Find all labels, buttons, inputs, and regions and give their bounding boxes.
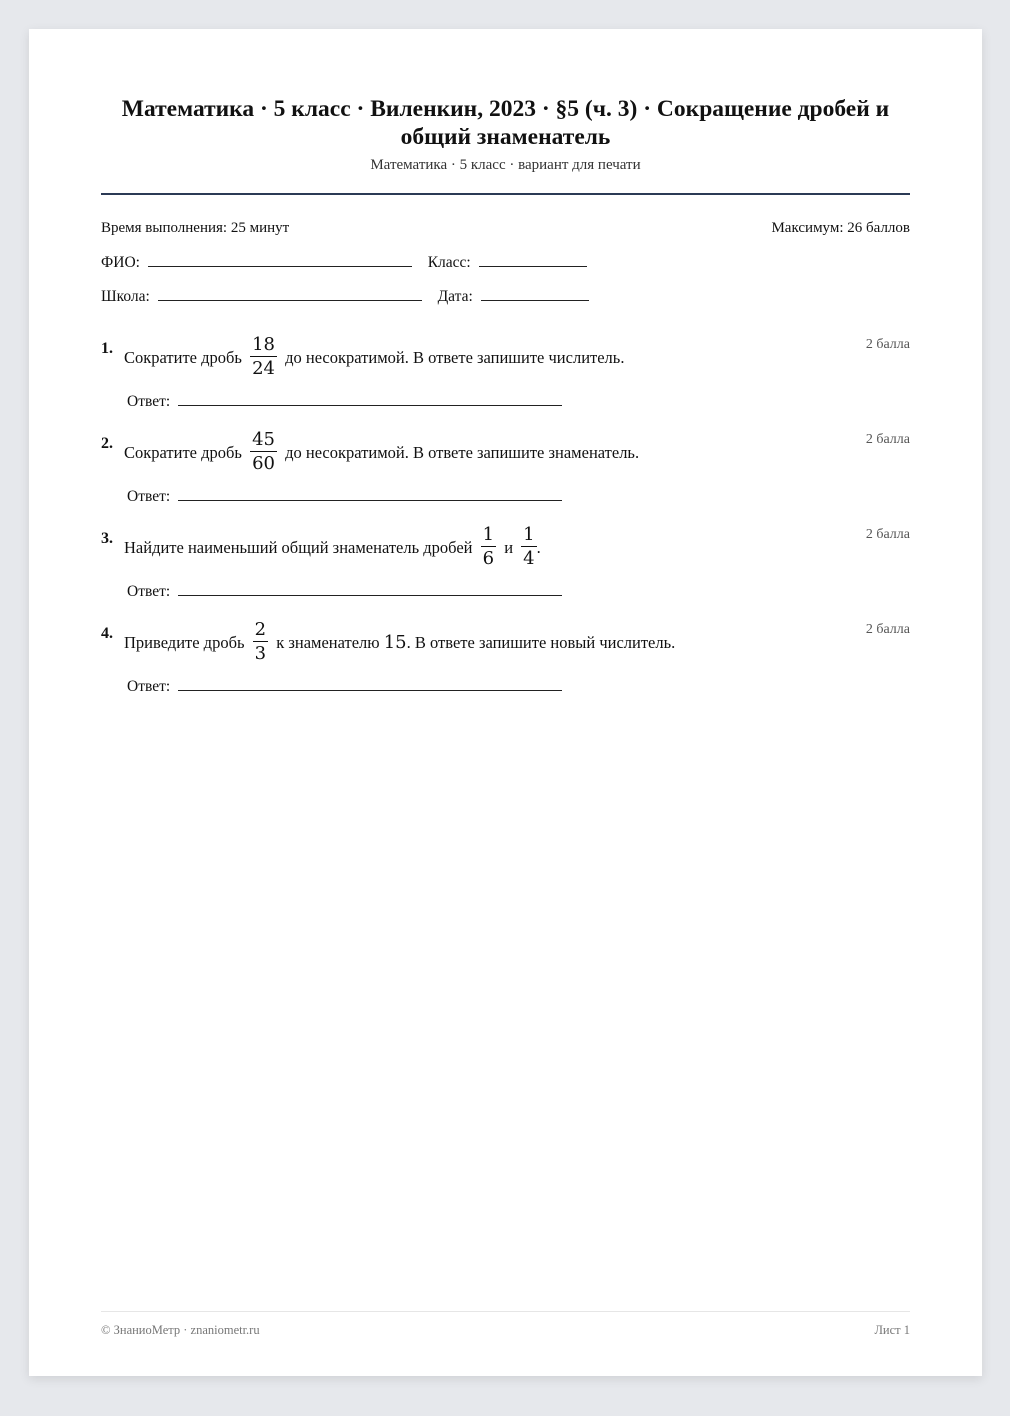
- school-field[interactable]: [158, 286, 422, 301]
- task-statement: [124, 425, 639, 481]
- task-points: 2 балла: [865, 337, 910, 352]
- fraction-denominator: 3: [254, 642, 267, 664]
- task-text-before: Приведите дробь: [124, 633, 245, 652]
- fraction-numerator: 2: [254, 618, 267, 640]
- page-number: Лист 1: [874, 1323, 910, 1337]
- answer-label: Ответ:: [127, 488, 171, 505]
- fraction: [521, 524, 536, 571]
- page-subtitle: Математика · 5 класс · вариант для печати: [370, 157, 641, 173]
- task-number: 4.: [101, 625, 113, 642]
- task-text-after: . В ответе запишите новый числитель.: [406, 633, 676, 652]
- task-points: 2 балла: [865, 432, 910, 447]
- task-statement: [124, 615, 675, 671]
- time-limit: Время выполнения: 25 минут: [101, 220, 290, 236]
- fio-field[interactable]: [148, 252, 412, 267]
- task-number: 3.: [101, 530, 113, 547]
- answer-row: [127, 581, 562, 601]
- task-4: [101, 615, 910, 705]
- date-label: Дата:: [437, 288, 473, 305]
- answer-field[interactable]: [178, 581, 562, 596]
- fraction-denominator: 60: [252, 452, 275, 474]
- task-number: 2.: [101, 435, 113, 452]
- answer-row: [127, 391, 562, 411]
- answer-label: Ответ:: [127, 583, 171, 600]
- answer-field[interactable]: [178, 676, 562, 691]
- fraction-numerator: 18: [252, 333, 275, 355]
- field-row-fio-class: [101, 252, 910, 272]
- fraction-denominator: 6: [482, 547, 495, 569]
- answer-row: [127, 486, 562, 506]
- fraction: [250, 334, 277, 381]
- task-statement: [124, 330, 624, 386]
- answer-field[interactable]: [178, 486, 562, 501]
- page-title: Математика · 5 класс · Виленкин, 2023 · §5 (ч. 3) · Сокращение дробей и общий знаменатель: [121, 96, 890, 150]
- task-points: 2 балла: [865, 527, 910, 542]
- answer-label: Ответ:: [127, 678, 171, 695]
- fio-label: ФИО:: [101, 254, 140, 271]
- max-score: Максимум: 26 баллов: [771, 220, 910, 236]
- fraction-numerator: 45: [252, 428, 275, 450]
- school-label: Школа:: [101, 288, 150, 305]
- task-3: [101, 520, 910, 610]
- class-label: Класс:: [427, 254, 471, 271]
- task-2: [101, 425, 910, 515]
- task-text-after: .: [536, 538, 541, 557]
- page-content: [101, 29, 910, 1376]
- field-row-school-date: [101, 286, 910, 306]
- fraction: [481, 524, 496, 571]
- task-1: [101, 330, 910, 420]
- task-text-before: Найдите наименьший общий знаменатель дробей: [124, 538, 473, 557]
- task-text-after: до несократимой. В ответе запишите числитель.: [285, 348, 625, 367]
- class-field[interactable]: [479, 252, 587, 267]
- answer-label: Ответ:: [127, 393, 171, 410]
- answer-field[interactable]: [178, 391, 562, 406]
- worksheet-page: [29, 29, 982, 1376]
- fraction-numerator: 1: [482, 523, 495, 545]
- footer-copyright: © ЗнаниоМетр · znaniometr.ru: [101, 1323, 260, 1337]
- math-number: 15: [383, 632, 407, 653]
- fraction: [250, 429, 277, 476]
- task-text-before: Сократите дробь: [124, 348, 242, 367]
- fraction-denominator: 24: [252, 357, 275, 379]
- fraction: [253, 619, 268, 666]
- date-field[interactable]: [481, 286, 589, 301]
- task-text-middle: к знаменателю: [276, 633, 380, 652]
- answer-row: [127, 676, 562, 696]
- fraction-numerator: 1: [523, 523, 535, 545]
- task-text-after: до несократимой. В ответе запишите знаменатель.: [285, 443, 640, 462]
- task-number: 1.: [101, 340, 113, 357]
- task-text-middle: и: [504, 538, 514, 557]
- task-points: 2 балла: [865, 622, 910, 637]
- header-divider: [101, 193, 910, 195]
- footer-divider: [101, 1311, 910, 1312]
- fraction-denominator: 4: [523, 547, 535, 569]
- task-statement: [124, 520, 541, 576]
- task-text-before: Сократите дробь: [124, 443, 242, 462]
